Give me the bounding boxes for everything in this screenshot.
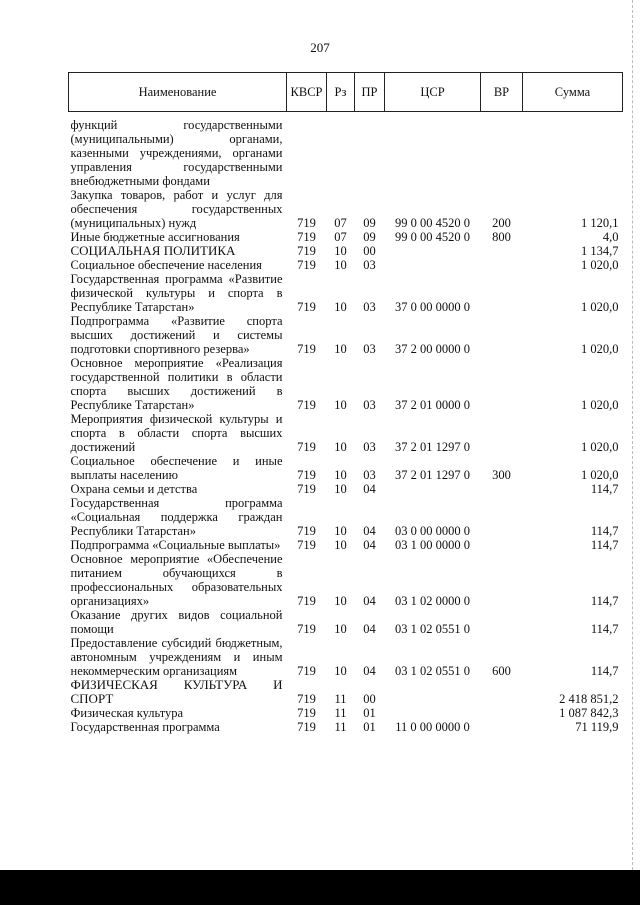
cell-pr: 04 — [363, 622, 376, 636]
cell-sum: 1 020,0 — [581, 300, 619, 314]
cell-vr — [481, 552, 523, 608]
cell-vr — [481, 314, 523, 356]
cell-csr — [385, 244, 481, 258]
cell-sum: 1 020,0 — [581, 342, 619, 356]
cell-vr — [481, 118, 523, 188]
cell-name: Мероприятия физической культуры и спорта в области спорта высших достижений — [70, 412, 283, 454]
cell-vr — [481, 412, 523, 454]
cell-sum: 4,0 — [602, 230, 619, 244]
cell-kvsr: 719 — [297, 440, 316, 454]
cell-rz: 10 — [334, 300, 347, 314]
table-row — [69, 314, 623, 356]
table-row — [69, 118, 623, 188]
cell-rz: 10 — [334, 468, 347, 482]
cell-name: функций государственными (муниципальными) органами, казенными учреждениями, органами управления государственными внебюджетными фондами — [70, 118, 283, 188]
cell-rz: 07 — [334, 216, 347, 230]
cell-name: Иные бюджетные ассигнования — [70, 230, 240, 244]
cell-pr: 04 — [363, 524, 376, 538]
cell-name: Государственная программа «Развитие физической культуры и спорта в Республике Татарстан» — [70, 272, 283, 314]
cell-kvsr: 719 — [297, 398, 316, 412]
cell-kvsr: 719 — [297, 482, 316, 496]
cell-vr — [481, 538, 523, 552]
cell-pr: 01 — [363, 720, 376, 734]
cell-pr: 00 — [363, 692, 376, 706]
cell-vr — [481, 496, 523, 538]
cell-rz: 10 — [334, 594, 347, 608]
cell-sum: 114,7 — [590, 594, 619, 608]
cell-rz: 10 — [334, 440, 347, 454]
cell-csr: 03 0 00 0000 0 — [395, 524, 470, 538]
cell-kvsr: 719 — [297, 720, 316, 734]
cell-vr: 600 — [492, 664, 511, 678]
cell-rz: 10 — [334, 664, 347, 678]
cell-vr — [481, 678, 523, 706]
table-row — [69, 244, 623, 258]
cell-kvsr: 719 — [297, 706, 316, 720]
cell-pr: 03 — [363, 398, 376, 412]
cell-rz: 10 — [334, 398, 347, 412]
cell-sum: 1 020,0 — [581, 398, 619, 412]
cell-name: Основное мероприятие «Обеспечение питанием обучающихся в профессиональных образовательных организациях» — [70, 552, 283, 608]
cell-name: Основное мероприятие «Реализация государственной политики в области спорта высших достижений в Республике Татарстан» — [70, 356, 283, 412]
cell-csr: 99 0 00 4520 0 — [395, 230, 470, 244]
cell-pr: 04 — [363, 538, 376, 552]
cell-rz: 11 — [334, 692, 347, 706]
header-vr: ВР — [481, 73, 523, 112]
cell-rz: 10 — [334, 538, 347, 552]
header-csr: ЦСР — [385, 73, 481, 112]
cell-vr — [481, 720, 523, 734]
cell-kvsr: 719 — [297, 230, 316, 244]
table-row — [69, 706, 623, 720]
cell-rz — [327, 118, 355, 188]
budget-table-container — [68, 72, 622, 734]
cell-sum: 114,7 — [590, 524, 619, 538]
table-row — [69, 496, 623, 538]
cell-csr — [385, 678, 481, 706]
cell-pr: 09 — [363, 216, 376, 230]
table-row — [69, 552, 623, 608]
header-name: Наименование — [69, 73, 287, 112]
cell-vr — [481, 356, 523, 412]
cell-name: Подпрограмма «Социальные выплаты» — [70, 538, 281, 552]
table-row — [69, 608, 623, 636]
cell-name: Физическая культура — [70, 706, 184, 720]
cell-sum: 114,7 — [590, 482, 619, 496]
table-row — [69, 636, 623, 678]
cell-csr — [385, 258, 481, 272]
cell-csr: 37 2 01 0000 0 — [395, 398, 470, 412]
cell-pr: 04 — [363, 664, 376, 678]
cell-kvsr: 719 — [297, 468, 316, 482]
table-row — [69, 230, 623, 244]
cell-pr: 09 — [363, 230, 376, 244]
cell-csr: 11 0 00 0000 0 — [395, 720, 470, 734]
cell-csr: 99 0 00 4520 0 — [395, 216, 470, 230]
table-row — [69, 678, 623, 706]
table-row — [69, 454, 623, 482]
cell-name: СОЦИАЛЬНАЯ ПОЛИТИКА — [70, 243, 236, 258]
cell-pr: 03 — [363, 300, 376, 314]
cell-sum: 1 120,1 — [581, 216, 619, 230]
cell-sum: 1 020,0 — [581, 468, 619, 482]
cell-vr: 300 — [492, 468, 511, 482]
cell-kvsr: 719 — [297, 538, 316, 552]
cell-kvsr: 719 — [297, 216, 316, 230]
cell-kvsr: 719 — [297, 524, 316, 538]
table-row — [69, 412, 623, 454]
header-pr: ПР — [355, 73, 385, 112]
cell-pr: 03 — [363, 468, 376, 482]
header-sum: Сумма — [523, 73, 623, 112]
cell-csr: 03 1 00 0000 0 — [395, 538, 470, 552]
header-rz: Рз — [327, 73, 355, 112]
cell-kvsr: 719 — [297, 594, 316, 608]
scan-bottom-band — [0, 870, 640, 905]
cell-vr — [481, 706, 523, 720]
cell-kvsr: 719 — [297, 622, 316, 636]
cell-kvsr: 719 — [297, 692, 316, 706]
scan-edge-line — [632, 0, 634, 870]
cell-sum: 114,7 — [590, 622, 619, 636]
cell-name: Оказание других видов социальной помощи — [70, 608, 283, 636]
cell-name: Социальное обеспечение и иные выплаты населению — [70, 454, 283, 482]
cell-csr: 37 2 01 1297 0 — [395, 440, 470, 454]
cell-name: Государственная программа «Социальная поддержка граждан Республики Татарстан» — [70, 496, 283, 538]
cell-rz: 11 — [334, 706, 347, 720]
cell-kvsr: 719 — [297, 244, 316, 258]
cell-kvsr — [287, 118, 327, 188]
cell-sum: 114,7 — [590, 664, 619, 678]
cell-name: Предоставление субсидий бюджетным, автономным учреждениям и иным некоммерческим организациям — [70, 636, 283, 678]
cell-rz: 10 — [334, 622, 347, 636]
table-row — [69, 482, 623, 496]
cell-vr — [481, 482, 523, 496]
cell-kvsr: 719 — [297, 664, 316, 678]
cell-name: Социальное обеспечение населения — [70, 258, 262, 272]
cell-pr: 03 — [363, 342, 376, 356]
cell-vr — [481, 608, 523, 636]
cell-vr — [481, 244, 523, 258]
cell-rz: 10 — [334, 524, 347, 538]
table-row — [69, 356, 623, 412]
cell-name: Охрана семьи и детства — [70, 482, 198, 496]
table-row — [69, 258, 623, 272]
page-number: 207 — [310, 40, 330, 55]
cell-pr: 03 — [363, 440, 376, 454]
table-row — [69, 188, 623, 230]
cell-csr — [385, 706, 481, 720]
header-kvsr: КВСР — [287, 73, 327, 112]
budget-table — [68, 72, 623, 734]
cell-name: Закупка товаров, работ и услуг для обеспечения государственных (муниципальных) нужд — [70, 188, 283, 230]
cell-sum: 2 418 851,2 — [559, 692, 619, 706]
cell-pr: 04 — [363, 482, 376, 496]
cell-sum: 1 020,0 — [581, 440, 619, 454]
cell-pr: 00 — [363, 244, 376, 258]
cell-sum: 1 134,7 — [581, 244, 619, 258]
cell-rz: 10 — [334, 342, 347, 356]
cell-rz: 11 — [334, 720, 347, 734]
cell-rz: 10 — [334, 244, 347, 258]
cell-kvsr: 719 — [297, 342, 316, 356]
cell-vr: 200 — [492, 216, 511, 230]
cell-csr — [385, 482, 481, 496]
cell-sum — [523, 118, 623, 188]
cell-name: Подпрограмма «Развитие спорта высших достижений и системы подготовки спортивного резерва» — [70, 314, 283, 356]
cell-kvsr: 719 — [297, 258, 316, 272]
cell-csr: 37 0 00 0000 0 — [395, 300, 470, 314]
cell-rz: 10 — [334, 258, 347, 272]
table-row — [69, 538, 623, 552]
cell-kvsr: 719 — [297, 300, 316, 314]
cell-sum: 71 119,9 — [575, 720, 619, 734]
cell-name: Государственная программа — [70, 720, 220, 734]
cell-csr: 37 2 01 1297 0 — [395, 468, 470, 482]
cell-csr: 37 2 00 0000 0 — [395, 342, 470, 356]
cell-vr — [481, 258, 523, 272]
cell-sum: 1 087 842,3 — [559, 706, 619, 720]
table-body — [69, 112, 623, 735]
table-row — [69, 272, 623, 314]
cell-name: ФИЗИЧЕСКАЯ КУЛЬТУРА И СПОРТ — [70, 677, 283, 706]
cell-sum: 114,7 — [590, 538, 619, 552]
table-header-row — [69, 73, 623, 112]
table-row — [69, 720, 623, 734]
cell-csr — [385, 118, 481, 188]
cell-csr: 03 1 02 0551 0 — [395, 622, 470, 636]
cell-pr: 01 — [363, 706, 376, 720]
cell-pr: 04 — [363, 594, 376, 608]
cell-csr: 03 1 02 0551 0 — [395, 664, 470, 678]
cell-vr — [481, 272, 523, 314]
cell-pr: 03 — [363, 258, 376, 272]
cell-vr: 800 — [492, 230, 511, 244]
cell-rz: 07 — [334, 230, 347, 244]
cell-sum: 1 020,0 — [581, 258, 619, 272]
cell-csr: 03 1 02 0000 0 — [395, 594, 470, 608]
cell-rz: 10 — [334, 482, 347, 496]
cell-pr — [355, 118, 385, 188]
